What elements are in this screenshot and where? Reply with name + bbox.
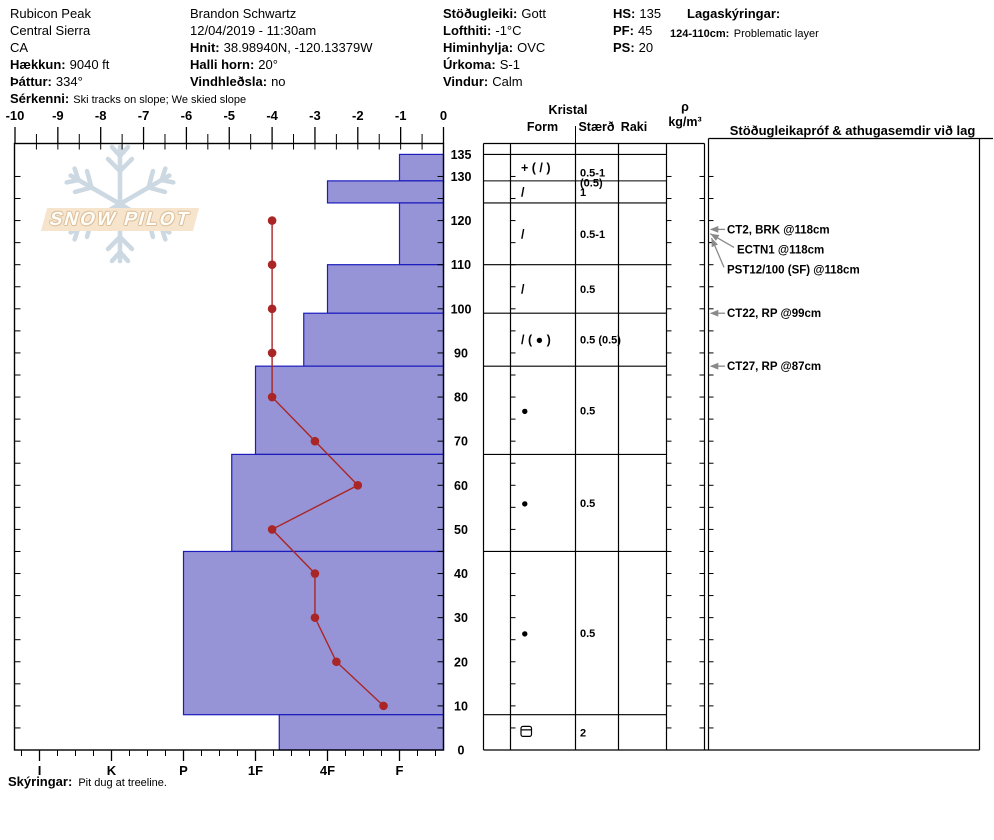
temp-point [268,349,277,358]
temp-axis-label: -2 [352,108,364,123]
pit-notes-label: Skýringar: [8,774,73,789]
hardness-axis-label: I [37,763,42,778]
depth-axis-label: 135 [450,147,472,162]
depth-axis-label: 20 [454,655,468,670]
grain-size-value: 1 [580,186,587,199]
grain-size-value: 0.5 (0.5) [580,334,621,347]
stability-test-label: PST12/100 (SF) @118cm [727,264,860,277]
grain-size-value: 2 [580,727,587,740]
temp-point [268,216,277,225]
crust-symbol-icon [521,726,532,736]
temp-point [268,260,277,269]
depth-axis-label: 70 [454,434,468,449]
precip-field: Úrkoma: S-1 [443,57,520,72]
temp-axis-label: -7 [137,108,150,123]
depth-axis-label: 100 [450,302,472,317]
temp-point [311,437,320,446]
temp-axis-label: -9 [52,108,64,123]
stability-test-label: CT27, RP @87cm [727,361,822,374]
stability-test-label: CT2, BRK @118cm [727,224,830,237]
grain-size-value: 0.5-1 [580,228,606,241]
hardness-axis-label: 4F [319,763,336,778]
logo-text: SNOW PILOT [47,208,194,230]
temp-point [268,525,277,534]
header-observer-column [190,5,373,90]
layer-notes-entry [670,24,819,42]
wind-loading-field: Vindhleðsla: no [190,74,286,89]
temp-axis-label: 0 [439,108,448,123]
density-units-header: kg/m³ [668,115,702,129]
temp-axis-label: -3 [309,108,321,123]
kristal-header: Kristal [548,103,588,117]
temp-axis-label: -5 [223,108,236,123]
leader-arrow-icon [710,310,719,317]
wind-field: Vindur: Calm [443,74,523,89]
grain-size-value: (0.5) [580,177,603,190]
layer-bar [256,366,444,454]
depth-axis-label: 110 [450,258,472,273]
grain-form-symbol: ● [521,496,529,511]
layer-bar [328,265,444,314]
stability-test-label: ECTN1 @118cm [737,244,825,257]
layer-notes-title: Lagaskýringar: [687,6,781,21]
temp-axis-label: -10 [5,108,25,123]
grain-form-symbol: + ( / ) [521,161,551,176]
hardness-axis-label: 1F [247,763,264,778]
observation-datetime: 12/04/2019 - 11:30am [190,23,317,38]
depth-axis-label: 10 [454,699,468,714]
depth-axis-label: 120 [450,214,472,229]
grain-size-value: 0.5 [580,283,596,296]
elevation-field: Hækkun: 9040 ft [10,57,110,72]
hardness-axis-label: K [106,763,117,778]
temp-point [268,305,277,314]
layer-bar [328,181,444,203]
crust-symbol-icon [521,726,532,736]
moisture-column-header: Raki [620,120,648,134]
depth-axis-label: 0 [457,743,465,758]
location-line: CA [10,40,29,55]
temp-axis-label: -8 [94,108,107,123]
temp-axis-label: -1 [394,108,407,123]
hardness-axis-label: P [179,763,188,778]
pf-field: PF: 45 [613,23,653,38]
hardness-axis-label: F [395,763,404,778]
layer-bar [400,154,444,180]
aspect-field: Þáttur: 334° [10,74,83,89]
temp-point [311,569,320,578]
air-temp-field: Lofthiti: -1°C [443,23,522,38]
leader-arrow-icon [710,226,719,233]
grain-form-symbol: / ( ● ) [521,333,551,348]
temp-point [332,657,341,666]
slope-angle-field: Halli horn: 20° [190,57,278,72]
stability-test-label: CT22, RP @99cm [727,308,822,321]
depth-axis-label: 50 [454,522,468,537]
grain-form-symbol: / [521,282,525,297]
layer-bar [400,203,444,265]
special-field: Sérkenni: Ski tracks on slope; We skied slope [10,91,247,106]
pit-notes-text: Pit dug at treeline. [78,777,167,789]
ps-field: PS: 20 [613,40,654,55]
grain-form-symbol: ● [521,626,529,641]
pit-notes [8,774,167,789]
temp-point [379,702,388,711]
depth-axis-label: 30 [454,611,468,626]
leader-arrow-icon [710,363,719,370]
temp-point [268,393,277,402]
observer-name: Brandon Schwartz [190,6,297,21]
grain-form-symbol: / [521,185,525,200]
form-column-header: Form [526,120,559,134]
layer-notes-range: 124-110cm: [670,28,730,40]
tests-column-header: Stöðugleikapróf & athugasemdir við lag [729,123,976,138]
stability-field: Stöðugleiki: Gott [443,6,546,21]
depth-axis-label: 90 [454,346,468,361]
density-symbol-header: ρ [681,100,689,114]
depth-axis-label: 130 [450,169,472,184]
size-column-header: Stærð [578,120,615,134]
grain-size-value: 0.5-1 [580,167,606,180]
depth-axis-label: 80 [454,390,468,405]
grain-size-value: 0.5 [580,497,596,510]
header-weather-column [443,5,546,90]
sky-field: Himinhylja: OVC [443,40,546,55]
header-snowpack-column [613,5,661,56]
temp-axis-label: -6 [180,108,193,123]
temp-point [354,481,363,490]
temp-point [311,613,320,622]
hs-field: HS: 135 [613,6,662,21]
temp-axis-label: -4 [266,108,278,123]
depth-axis-label: 60 [454,478,468,493]
layer-bar [232,454,444,551]
grain-size-value: 0.5 [580,405,596,418]
location-line: Rubicon Peak [10,6,91,21]
grain-form-symbol: / [521,227,525,242]
grain-size-value: 0.5 [580,628,596,641]
layer-bar [279,715,443,750]
coords-field: Hnit: 38.98940N, -120.13379W [190,40,373,55]
grain-form-symbol: ● [521,403,529,418]
location-line: Central Sierra [10,23,91,38]
layer-bar [304,313,444,366]
layer-notes-text: Problematic layer [733,28,819,40]
depth-axis-label: 40 [454,567,468,582]
